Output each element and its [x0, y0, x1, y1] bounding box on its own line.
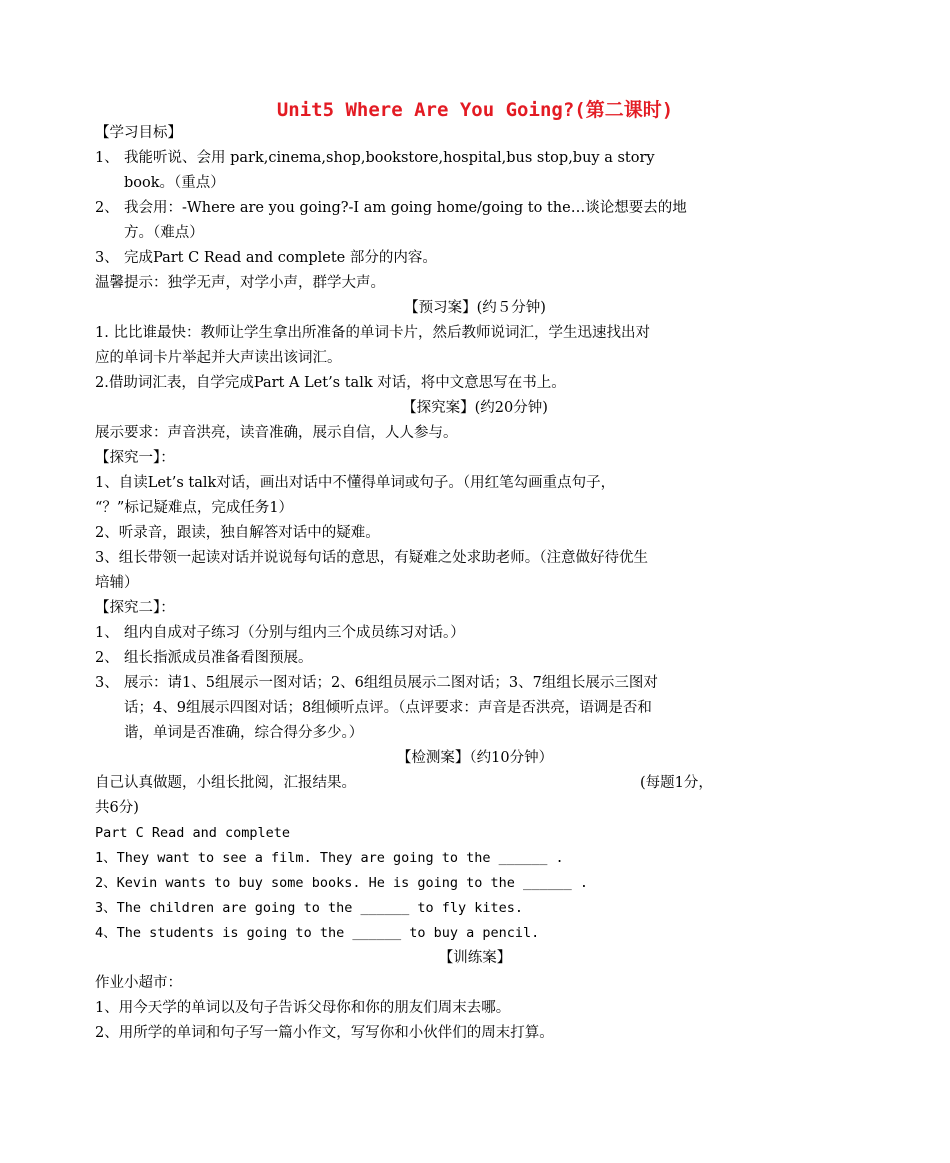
page-title: Unit5 Where Are You Going?(第二课时) [276, 99, 674, 121]
explore-one-item-2: 2、听录音，跟读，独自解答对话中的疑难。 [95, 525, 380, 541]
preview-item-1-line1: 1. 比比谁最快：教师让学生拿出所准备的单词卡片，然后教师说词汇，学生迅速找出对 [95, 325, 650, 341]
preview-heading: 【预习案】(约５分钟) [404, 300, 546, 316]
training-heading: 【训练案】 [438, 950, 512, 966]
test-question-2: 2、Kevin wants to buy some books. He is going to the ______ . [95, 875, 589, 891]
training-subheading: 作业小超市： [95, 975, 182, 991]
test-question-4: 4、The students is going to the ______ to buy a pencil. [95, 925, 540, 941]
objective-3-line1: 完成Part C Read and complete 部分的内容。 [124, 250, 437, 266]
test-question-1: 1、They want to see a film. They are going to the ______ . [95, 850, 564, 866]
preview-item-2: 2.借助词汇表，自学完成Part A Let’s talk 对话，将中文意思写在书上。 [95, 375, 566, 391]
test-score-part1: (每题1分， [640, 775, 713, 791]
objective-2-line1: 我会用：-Where are you going?-I am going home/going to the…谈论想要去的地 [124, 200, 687, 216]
explore-requirement: 展示要求：声音洪亮，读音准确，展示自信，人人参与。 [95, 425, 458, 441]
objectives-heading: 【学习目标】 [95, 125, 182, 141]
explore-two-item-3-line1: 展示：请1、5组展示一图对话；2、6组组员展示二图对话；3、7组组长展示三图对 [124, 675, 658, 691]
explore-heading: 【探究案】(约20分钟) [402, 400, 548, 416]
explore-one-heading: 【探究一】： [95, 450, 175, 466]
explore-two-item-3-line2: 话；4、9组展示四图对话；8组倾听点评。（点评要求：声音是否洪亮，语调是否和 [124, 700, 652, 716]
test-part-title: Part C Read and complete [95, 825, 291, 841]
test-score-part2: 共6分) [95, 800, 139, 816]
explore-two-item-2-number: 2、 [95, 650, 119, 666]
tip-text: 温馨提示：独学无声，对学小声，群学大声。 [95, 275, 385, 291]
objective-3-number: 3、 [95, 250, 119, 266]
explore-one-item-3-line1: 3、组长带领一起读对话并说说每句话的意思，有疑难之处求助老师。（注意做好待优生 [95, 550, 648, 566]
objective-2-number: 2、 [95, 200, 119, 216]
objective-1-line2: book。（重点） [124, 175, 225, 191]
explore-two-item-1: 组内自成对子练习（分别与组内三个成员练习对话。） [124, 625, 465, 641]
objective-1-line1: 我能听说、会用 park,cinema,shop,bookstore,hospital,bus stop,buy a story [124, 150, 655, 166]
explore-two-item-3-number: 3、 [95, 675, 119, 691]
test-question-3: 3、The children are going to the ______ to fly kites. [95, 900, 524, 916]
explore-one-item-3-line2: 培辅） [95, 575, 139, 591]
explore-one-item-1-line1: 1、自读Let’s talk对话，画出对话中不懂得单词或句子。（用红笔勾画重点句子， [95, 475, 616, 491]
objective-2-line2: 方。（难点） [124, 225, 204, 241]
test-instruction: 自己认真做题，小组长批阅，汇报结果。 [95, 775, 356, 791]
test-heading: 【检测案】（约10分钟） [396, 750, 554, 766]
explore-two-heading: 【探究二】： [95, 600, 175, 616]
training-item-1: 1、用今天学的单词以及句子告诉父母你和你的朋友们周末去哪。 [95, 1000, 511, 1016]
explore-two-item-2: 组长指派成员准备看图预展。 [124, 650, 313, 666]
explore-two-item-3-line3: 谐，单词是否准确，综合得分多少。） [124, 725, 364, 741]
training-item-2: 2、用所学的单词和句子写一篇小作文，写写你和小伙伴们的周末打算。 [95, 1025, 554, 1041]
preview-item-1-line2: 应的单词卡片举起并大声读出该词汇。 [95, 350, 342, 366]
explore-two-item-1-number: 1、 [95, 625, 119, 641]
explore-one-item-1-line2: “？”标记疑难点，完成任务1） [95, 500, 294, 516]
objective-1-number: 1、 [95, 150, 119, 166]
